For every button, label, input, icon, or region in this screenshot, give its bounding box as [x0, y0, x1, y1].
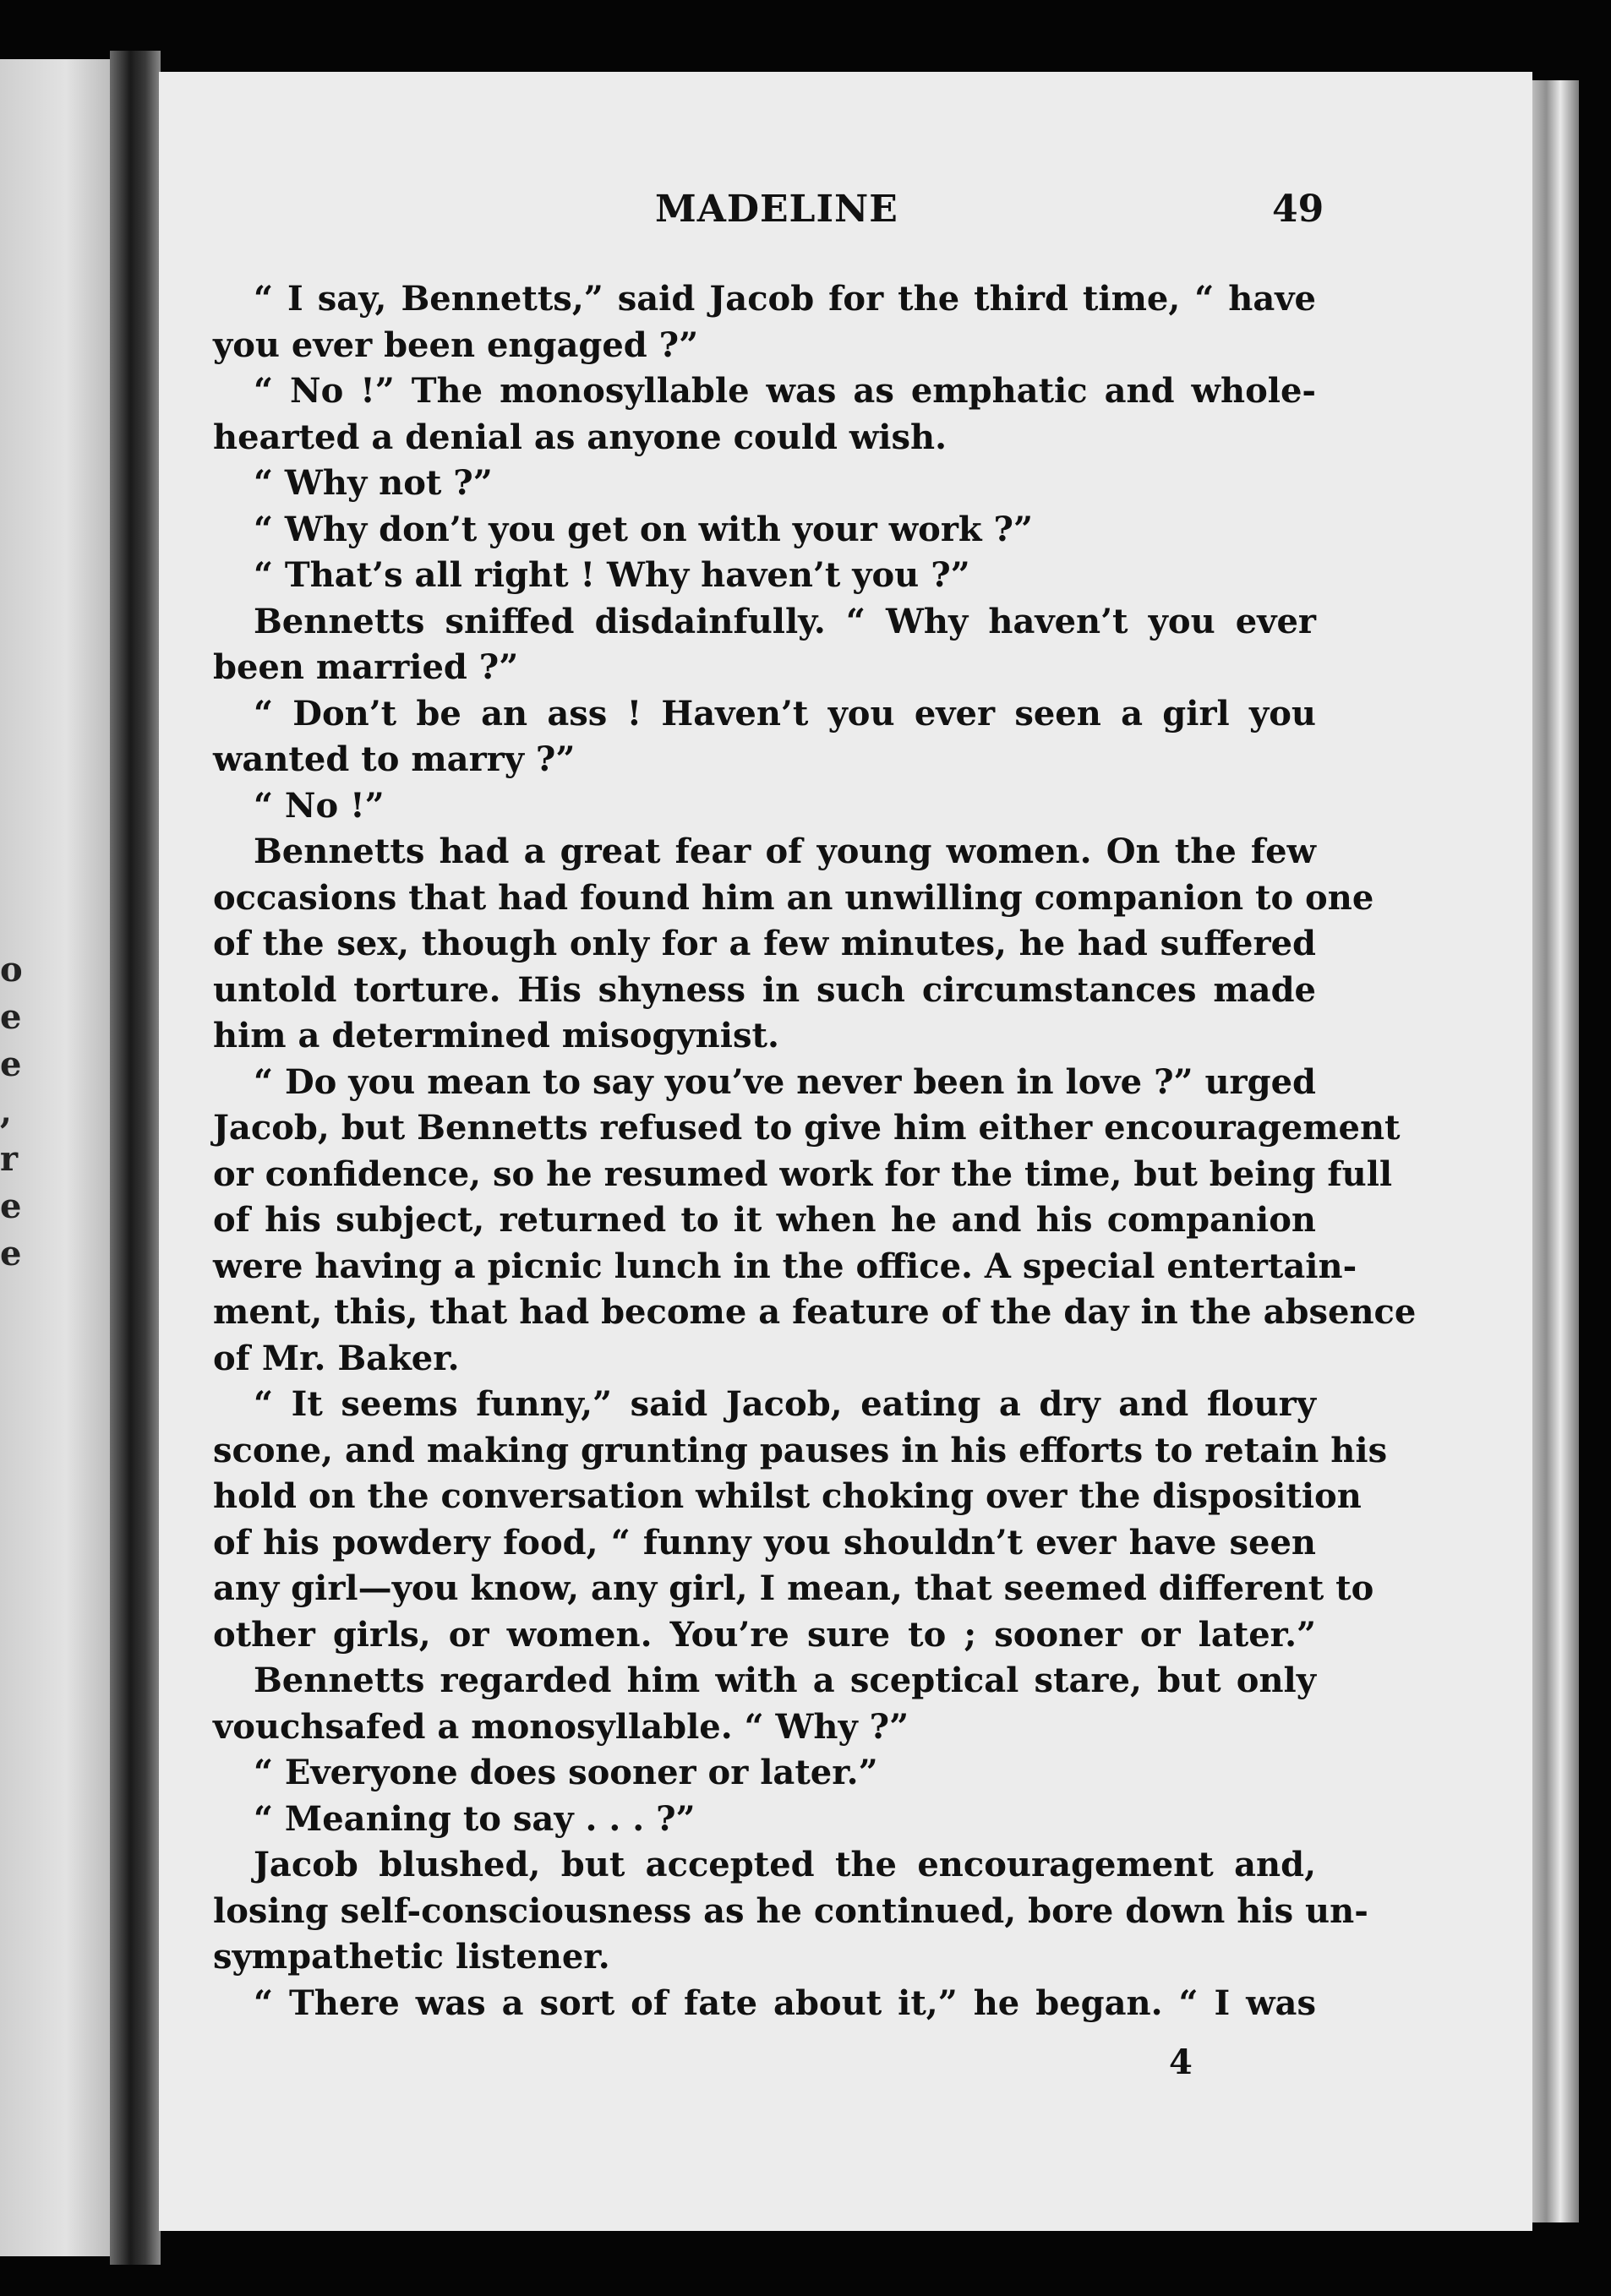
text-line: wanted to marry ?”: [213, 739, 576, 779]
running-head-title: MADELINE: [655, 188, 898, 231]
text-line: Jacob blushed, but accepted the encouragement and,: [254, 1845, 1316, 1884]
text-line: other girls, or women. You’re sure to ; sooner or later.”: [213, 1614, 1316, 1655]
signature-mark: 4: [1169, 2042, 1193, 2082]
text-line: losing self-consciousness as he continued, bore down his un-: [213, 1890, 1368, 1931]
text-line: “ Meaning to say . . . ?”: [254, 1798, 696, 1839]
text-line: ment, this, that had become a feature of the day in the absence: [213, 1292, 1417, 1332]
text-line: sympathetic listener.: [213, 1937, 610, 1977]
left-page-fragment: e: [0, 1044, 22, 1084]
text-line: of the sex, though only for a few minutes, he had suffered: [213, 924, 1316, 963]
left-page-fragment: ,: [0, 1092, 12, 1132]
text-line: or confidence, so he resumed work for the time, but being full: [213, 1153, 1393, 1194]
text-line: “ There was a sort of fate about it,” he began. “ I was: [254, 1982, 1316, 2023]
text-line: Bennetts sniffed disdainfully. “ Why haven’t you ever: [254, 601, 1316, 641]
left-page-fragments: [0, 946, 25, 1278]
text-line: vouchsafed a monosyllable. “ Why ?”: [213, 1706, 909, 1747]
left-page-fragment: r: [0, 1139, 19, 1179]
book-gutter: [110, 51, 161, 2265]
text-line: him a determined misogynist.: [213, 1016, 779, 1055]
body-text: [213, 276, 1417, 2026]
text-line: Bennetts regarded him with a sceptical stare, but only: [254, 1661, 1316, 1700]
text-line: been married ?”: [213, 647, 519, 687]
text-line: any girl—you know, any girl, I mean, that seemed different to: [213, 1568, 1374, 1608]
text-line: Jacob, but Bennetts refused to give him either encouragement: [213, 1108, 1401, 1148]
text-line: “ No !”: [254, 785, 385, 826]
left-page-fragment: e: [0, 1186, 22, 1226]
text-line: “ No !” The monosyllable was as emphatic and whole-: [254, 371, 1316, 411]
text-line: “ Don’t be an ass ! Haven’t you ever seen a girl you: [254, 693, 1316, 734]
text-line: you ever been engaged ?”: [213, 324, 699, 365]
text-line: “ Do you mean to say you’ve never been in love ?” urged: [254, 1061, 1316, 1102]
text-line: of Mr. Baker.: [213, 1338, 460, 1378]
text-line: were having a picnic lunch in the office. A special entertain-: [213, 1246, 1357, 1286]
text-line: “ That’s all right ! Why haven’t you ?”: [254, 555, 970, 595]
text-line: “ Why don’t you get on with your work ?”: [254, 509, 1033, 549]
text-line: “ Why not ?”: [254, 463, 493, 503]
page-right-edge: [1532, 80, 1579, 2222]
text-line: “ I say, Bennetts,” said Jacob for the third time, “ have: [254, 279, 1316, 319]
text-line: “ Everyone does sooner or later.”: [254, 1753, 878, 1792]
left-page-fragment: o: [0, 950, 23, 990]
left-page-fragment: e: [0, 997, 22, 1037]
text-line: scone, and making grunting pauses in his efforts to retain his: [213, 1430, 1388, 1470]
text-line: untold torture. His shyness in such circumstances made: [213, 969, 1316, 1010]
left-page-fragment: e: [0, 1234, 22, 1273]
page-number: 49: [1272, 188, 1324, 231]
text-line: of his subject, returned to it when he and his companion: [213, 1200, 1316, 1240]
text-line: of his powdery food, “ funny you shouldn’t ever have seen: [213, 1522, 1316, 1562]
text-line: “ It seems funny,” said Jacob, eating a dry and floury: [254, 1384, 1316, 1424]
text-line: hold on the conversation whilst choking over the disposition: [213, 1476, 1362, 1516]
text-line: hearted a denial as anyone could wish.: [213, 417, 947, 457]
text-line: Bennetts had a great fear of young women. On the few: [254, 832, 1316, 871]
text-line: occasions that had found him an unwilling companion to one: [213, 877, 1374, 918]
